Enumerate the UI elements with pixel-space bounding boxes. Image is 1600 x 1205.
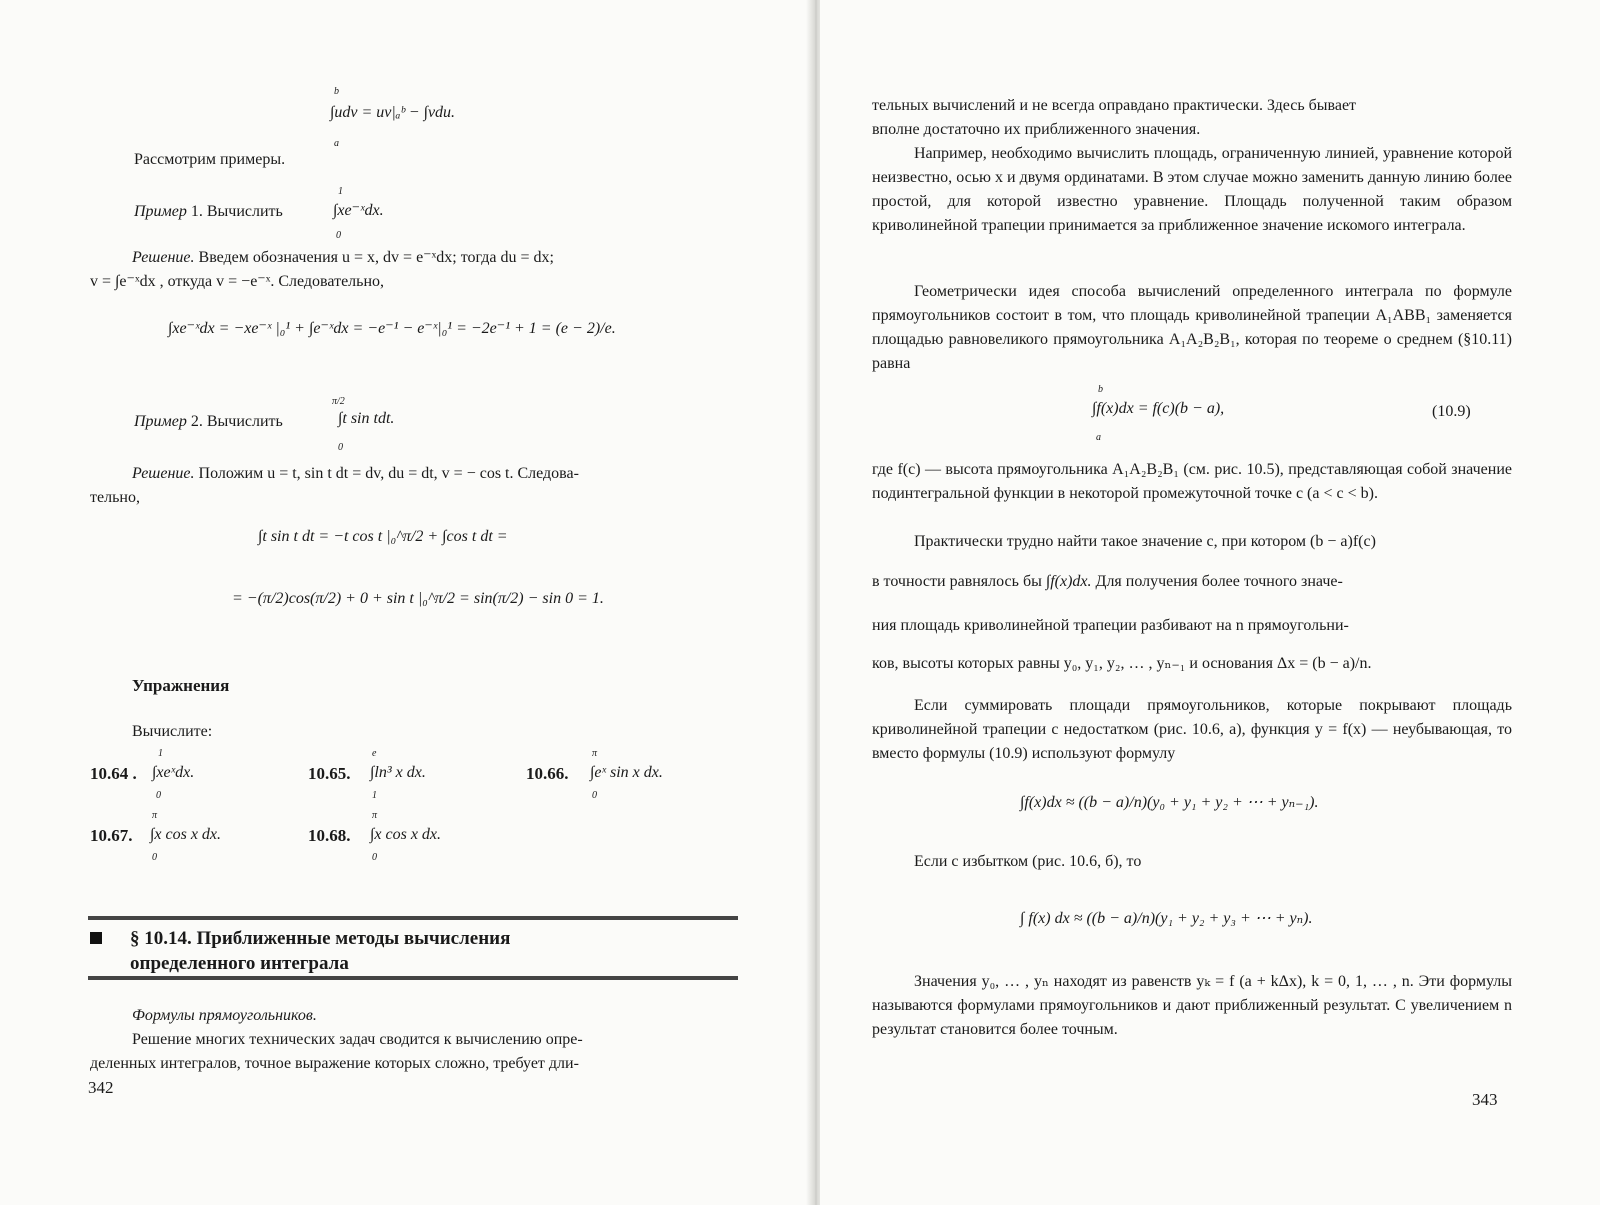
exercise-lower: 1: [372, 790, 377, 801]
solution-1: [90, 246, 726, 294]
exercise-upper: π: [372, 810, 378, 821]
exercise-upper: π: [592, 748, 598, 759]
example-2: [134, 410, 283, 434]
example-2-lower: 0: [338, 442, 343, 453]
section-title: [130, 926, 510, 976]
exercise-upper: π: [152, 810, 158, 821]
example-2-text: 2. Вычислить: [190, 413, 283, 430]
exercises-prompt: Вычислите:: [132, 723, 213, 740]
solution-1-label: Решение.: [132, 249, 195, 266]
example-2-integral: ∫t sin tdt.: [338, 410, 395, 427]
formula-10-9-lower: a: [1096, 432, 1101, 443]
exercise-number: 10.64 .: [90, 764, 137, 783]
paragraph-3: Геометрически идея способа вычислений определенного интеграла по формуле прямоугольников состоит в том, что площадь криволинейной трапеции A₁ABB₁ заменяется площадью равновеликого прямоугольника A₁A₂B₂B₁, которая по теореме о среднем (§10.11) равна: [872, 283, 1512, 372]
paragraph-1-line1: тельных вычислений и не всегда оправдано практически. Здесь бывает: [872, 97, 1357, 114]
parts-formula: ∫udv = uv|ₐᵇ − ∫vdu.: [330, 104, 456, 121]
example-1-lower: 0: [336, 230, 341, 241]
right-page: [820, 0, 1600, 1205]
exercise-expression: ∫eˣ sin x dx.: [590, 764, 663, 781]
solution-2-formula-1: ∫t sin t dt = −t cos t |₀^π/2 + ∫cos t dt =: [258, 528, 508, 545]
paragraph-7: Если с избытком (рис. 10.6, б), то: [914, 853, 1142, 870]
solution-1-line1: Введем обозначения u = x, dv = e⁻ˣdx; тогда du = dx;: [198, 249, 554, 266]
example-1-text: 1. Вычислить: [190, 203, 283, 220]
paragraph-5-line2: [872, 570, 1343, 594]
exercise-number: 10.65.: [308, 764, 351, 783]
section-title-line1: § 10.14. Приближенные методы вычисления: [130, 928, 511, 949]
solution-1-line2: v = ∫e⁻ˣdx , откуда v = −e⁻ˣ. Следовательно,: [90, 273, 385, 290]
formula-underestimate: ∫f(x)dx ≈ ((b − a)/n)(y₀ + y₁ + y₂ + ⋯ + yₙ₋₁).: [1020, 794, 1319, 811]
exercise-lower: 0: [372, 852, 377, 863]
exercise-lower: 0: [156, 790, 161, 801]
section-rule-bottom: [88, 976, 738, 980]
solution-2-formula-2: = −(π/2)cos(π/2) + 0 + sin t |₀^π/2 = sin(π/2) − sin 0 = 1.: [232, 590, 604, 607]
example-1-upper: 1: [338, 186, 343, 197]
section-rule-top: [88, 916, 738, 920]
formula-upper-limit: b: [334, 86, 339, 97]
exercise-expression: ∫ln³ x dx.: [370, 764, 426, 781]
equation-number: (10.9): [1432, 403, 1471, 420]
solution-2-label: Решение.: [132, 465, 195, 482]
example-1-label: Пример: [134, 203, 187, 220]
paragraph-5-integral: ∫f(x)dx.: [1045, 573, 1092, 590]
paragraph-1-line2: вполне достаточно их приближенного значения.: [872, 121, 1201, 138]
section-title-line2: определенного интеграла: [130, 953, 349, 974]
exercise-lower: 0: [592, 790, 597, 801]
exercise-lower: 0: [152, 852, 157, 863]
paragraph-6: Если суммировать площади прямоугольников, которые покрывают площадь криволинейной трапеции с недостатком (рис. 10.6, а), функция y = f(x) — неубывающая, то вместо формулы (10.9) используют формулу: [872, 697, 1512, 762]
exercise-upper: e: [372, 748, 377, 759]
formula-overestimate: ∫ f(x) dx ≈ ((b − a)/n)(y₁ + y₂ + y₃ + ⋯ + yₙ).: [1020, 910, 1313, 927]
example-1-integral: ∫xe⁻ˣdx.: [333, 202, 384, 219]
solution-1-formula: ∫xe⁻ˣdx = −xe⁻ˣ |₀¹ + ∫e⁻ˣdx = −e⁻¹ − e⁻ˣ|₀¹ = −2e⁻¹ + 1 = (e − 2)/e.: [168, 320, 616, 337]
solution-2: [90, 462, 726, 510]
paragraph-4: где f(c) — высота прямоугольника A₁A₂B₂B₁ (см. рис. 10.5), представляющая собой значение подинтегральной функции в некоторой промежуточной точке c (a < c < b).: [872, 461, 1512, 502]
section-paragraph-line2: деленных интегралов, точное выражение которых сложно, требует дли-: [90, 1055, 579, 1072]
paragraph-1: [872, 94, 1512, 142]
formula-10-9: ∫f(x)dx = f(c)(b − a),: [1092, 400, 1225, 417]
solution-2-line2: тельно,: [90, 489, 140, 506]
exercise-number: 10.68.: [308, 826, 351, 845]
page-number-left: 342: [88, 1078, 114, 1097]
paragraph-2: Например, необходимо вычислить площадь, ограниченную линией, уравнение которой неизвестно, осью x и двумя ординатами. В этом случае можно заменить данную линию более простой, для которой известно уравнение. Площадь полученной таким образом криволинейной трапеции принимается за приближенное значение искомого интеграла.: [872, 145, 1512, 234]
exercise-number: 10.66.: [526, 764, 569, 783]
example-2-label: Пример: [134, 413, 187, 430]
exercise-expression: ∫xeˣdx.: [152, 764, 195, 781]
exercise-expression: ∫x cos x dx.: [150, 826, 222, 843]
section-paragraph-line1: Решение многих технических задач сводится к вычислению опре-: [132, 1031, 583, 1048]
paragraph-5-line4: ков, высоты которых равны y₀, y₁, y₂, … , yₙ₋₁ и основания Δx = (b − a)/n.: [872, 655, 1372, 672]
exercises-title: Упражнения: [132, 676, 230, 695]
example-1: [134, 200, 283, 224]
subsection-title: Формулы прямоугольников.: [132, 1007, 317, 1024]
exercise-number: 10.67.: [90, 826, 133, 845]
paragraph-8: Значения y₀, … , yₙ находят из равенств yₖ = f (a + kΔx), k = 0, 1, … , n. Эти формулы называются формулами прямоугольников и дают приближенный результат. С увеличением n результат становится более точным.: [872, 973, 1512, 1038]
section-bullet-icon: [90, 932, 102, 944]
paragraph-5-text-b: Для получения более точного значе-: [1095, 573, 1343, 590]
formula-10-9-upper: b: [1098, 384, 1103, 395]
section-paragraph: [90, 1028, 726, 1076]
example-2-upper: π/2: [332, 396, 345, 407]
paragraph-5-line3: ния площадь криволинейной трапеции разбивают на n прямоугольни-: [872, 617, 1349, 634]
page-number-right: 343: [1472, 1090, 1498, 1109]
exercise-expression: ∫x cos x dx.: [370, 826, 442, 843]
paragraph-5-text-a: в точности равнялось бы: [872, 573, 1042, 590]
exercise-upper: 1: [158, 748, 163, 759]
formula-lower-limit: a: [334, 138, 339, 149]
intro-text: Рассмотрим примеры.: [134, 151, 286, 168]
solution-2-line1: Положим u = t, sin t dt = dv, du = dt, v = − cos t. Следова-: [198, 465, 579, 482]
paragraph-5-line1: Практически трудно найти такое значение c, при котором (b − a)f(c): [914, 533, 1376, 550]
